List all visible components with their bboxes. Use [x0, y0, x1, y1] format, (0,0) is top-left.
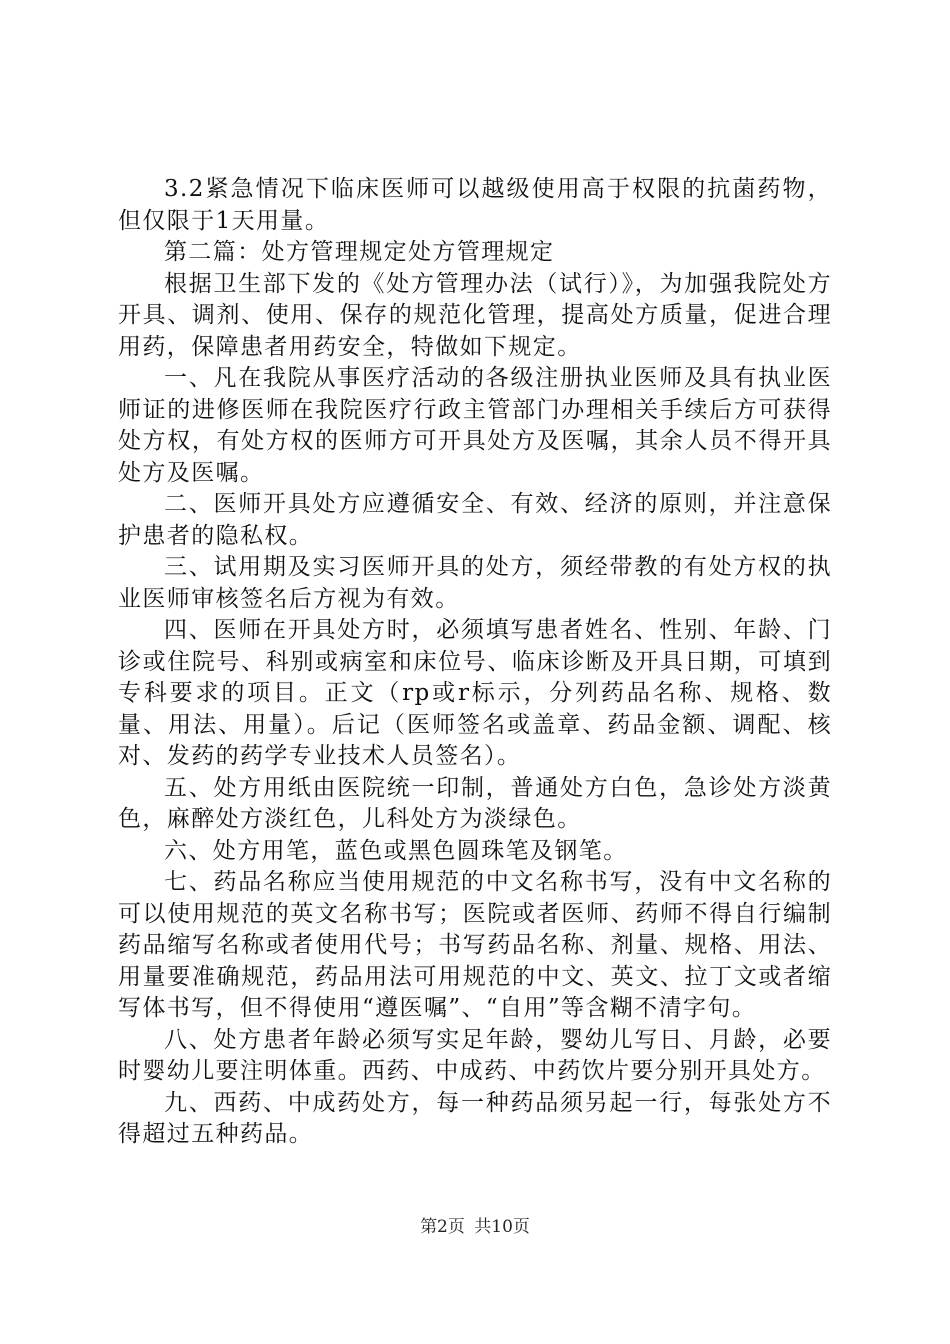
page-number: 第2页: [420, 1217, 465, 1237]
paragraph-rule-8: 八、处方患者年龄必须写实足年龄，婴幼儿写日、月龄，必要时婴幼儿要注明体重。西药、中成药、中药饮片要分别开具处方。: [118, 1026, 832, 1084]
paragraph-rule-5: 五、处方用纸由医院统一印制，普通处方白色，急诊处方淡黄色，麻醉处方淡红色，儿科处方为淡绿色。: [118, 774, 832, 832]
paragraph-rule-4: 四、医师在开具处方时，必须填写患者姓名、性别、年龄、门诊或住院号、科别或病室和床位号、临床诊断及开具日期，可填到专科要求的项目。正文（rp或r标示，分列药品名称、规格、数量、用法、用量）。后记（医师签名或盖章、药品金额、调配、核对、发药的药学专业技术人员签名）。: [118, 617, 832, 769]
page-total: 共10页: [474, 1217, 530, 1237]
paragraph-rule-9: 九、西药、中成药处方，每一种药品须另起一行，每张处方不得超过五种药品。: [118, 1089, 832, 1147]
document-body: [118, 174, 832, 1151]
paragraph-rule-1: 一、凡在我院从事医疗活动的各级注册执业医师及具有执业医师证的进修医师在我院医疗行政主管部门办理相关手续后方可获得处方权，有处方权的医师方可开具处方及医嘱，其余人员不得开具处方及医嘱。: [118, 365, 832, 486]
paragraph-rule-7: 七、药品名称应当使用规范的中文名称书写，没有中文名称的可以使用规范的英文名称书写；医院或者医师、药师不得自行编制药品缩写名称或者使用代号；书写药品名称、剂量、规格、用法、用量要准确规范，药品用法可用规范的中文、英文、拉丁文或者缩写体书写，但不得使用“遵医嘱”、“自用”等含糊不清字句。: [118, 869, 832, 1021]
paragraph-intro: 根据卫生部下发的《处方管理办法（试行）》，为加强我院处方开具、调剂、使用、保存的规范化管理，提高处方质量，促进合理用药，保障患者用药安全，特做如下规定。: [118, 270, 832, 360]
paragraph-antibiotic-emergency: 3.2紧急情况下临床医师可以越级使用高于权限的抗菌药物，但仅限于1天用量。: [118, 176, 832, 234]
page-footer: [0, 1216, 950, 1238]
section-heading: 第二篇：处方管理规定处方管理规定: [164, 239, 555, 265]
paragraph-rule-6: 六、处方用笔，蓝色或黑色圆珠笔及钢笔。: [164, 837, 628, 864]
paragraph-rule-2: 二、医师开具处方应遵循安全、有效、经济的原则，并注意保护患者的隐私权。: [118, 491, 832, 549]
paragraph-rule-3: 三、试用期及实习医师开具的处方，须经带教的有处方权的执业医师审核签名后方视为有效。: [118, 554, 832, 612]
